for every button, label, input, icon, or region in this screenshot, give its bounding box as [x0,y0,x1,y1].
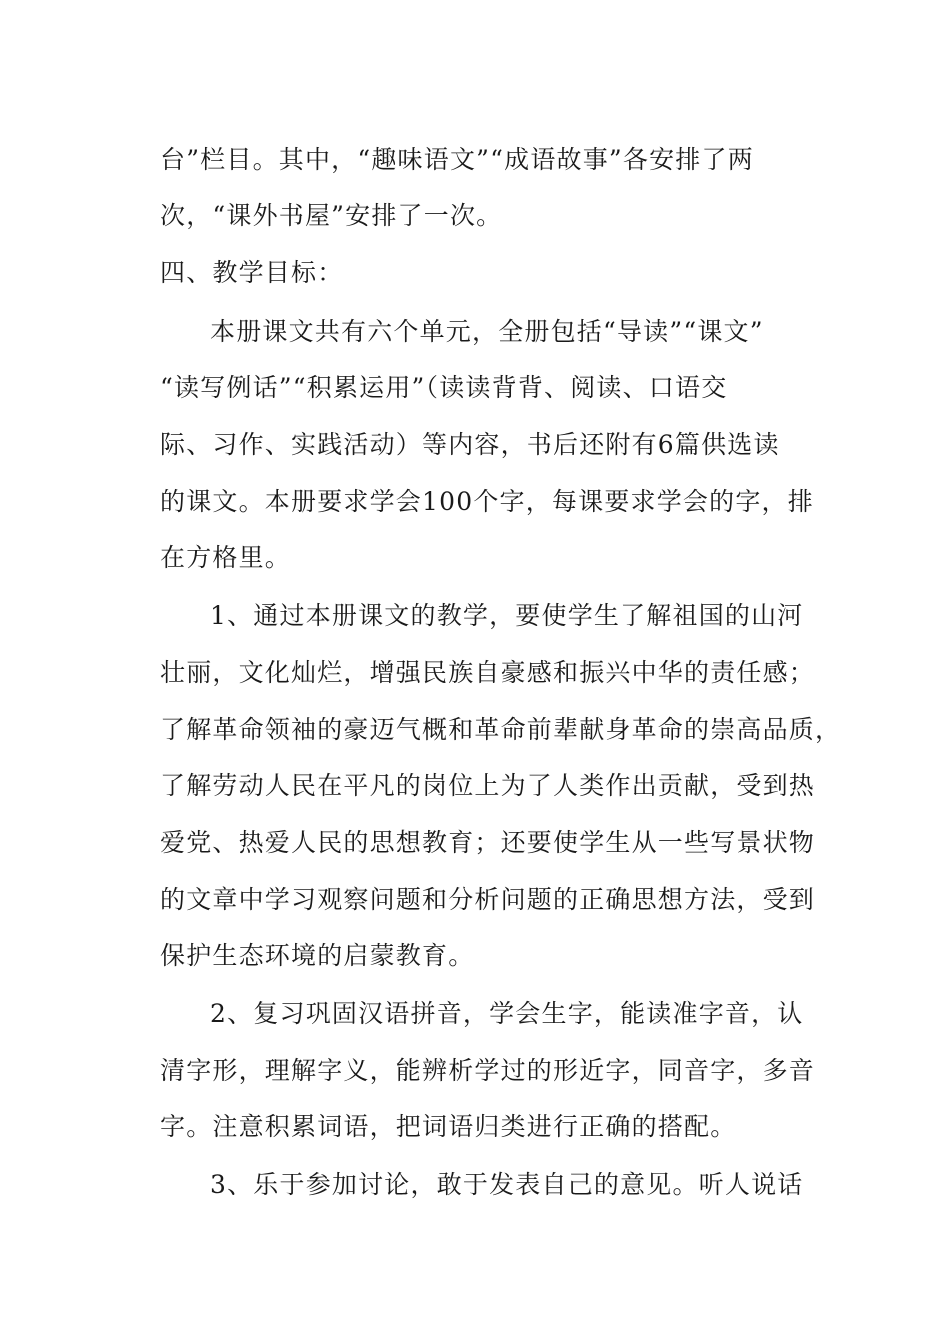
text-line: 际、习作、实践活动）等内容，书后还附有6篇供选读 [160,430,780,459]
text-line: 本册课文共有六个单元，全册包括“导读”“课文” [210,317,764,346]
text-line: 爱党、热爱人民的思想教育；还要使学生从一些写景状物 [160,828,816,857]
text-line: 2、复习巩固汉语拼音，学会生字，能读准字音，认 [210,999,804,1028]
section-heading: 四、教学目标： [160,258,344,287]
text-line: 了解劳动人民在平凡的岗位上为了人类作出贡献，受到热 [160,771,816,800]
text-line: 了解革命领袖的豪迈气概和革命前辈献身革命的崇高品质， [160,715,842,744]
text-line: 在方格里。 [160,543,292,572]
text-line: 字。注意积累词语，把词语归类进行正确的搭配。 [160,1112,737,1141]
text-line: 的课文。本册要求学会100个字，每课要求学会的字，排 [160,487,814,516]
text-line: 的文章中学习观察问题和分析问题的正确思想方法，受到 [160,885,816,914]
text-line: 清字形，理解字义，能辨析学过的形近字，同音字，多音 [160,1056,816,1085]
text-line: 壮丽，文化灿烂，增强民族自豪感和振兴中华的责任感； [160,658,816,687]
text-line: 保护生态环境的启蒙教育。 [160,941,475,970]
text-line: “读写例话”“积累运用”（读读背背、阅读、口语交 [160,373,728,402]
text-line: 台”栏目。其中，“趣味语文”“成语故事”各安排了两 [160,145,754,174]
text-line: 次，“课外书屋”安排了一次。 [160,201,503,230]
text-line: 1、通过本册课文的教学，要使学生了解祖国的山河 [210,601,804,630]
text-line: 3、乐于参加讨论，敢于发表自己的意见。听人说话 [210,1170,804,1199]
